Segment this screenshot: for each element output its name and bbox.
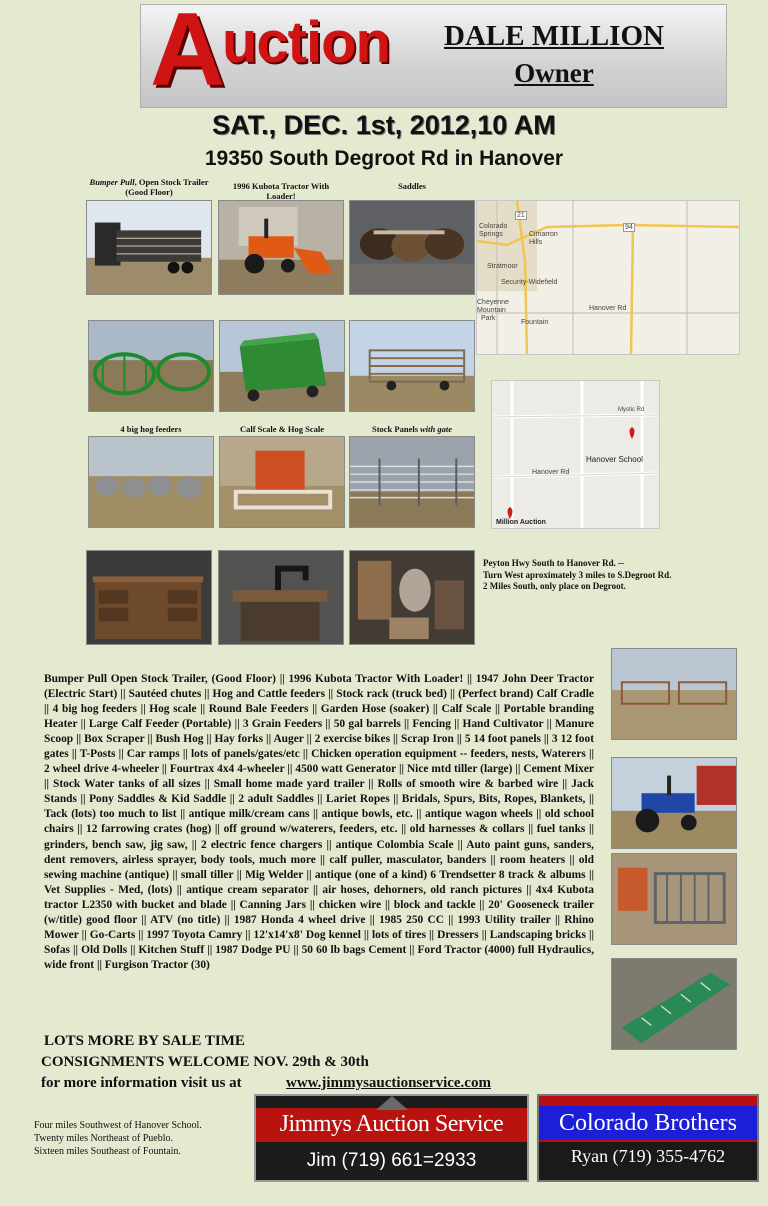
photo-calf-scale [219, 436, 345, 528]
consignments-notice: CONSIGNMENTS WELCOME NOV. 29th & 30th [41, 1054, 369, 1070]
gavel-roof-icon [376, 1096, 408, 1110]
caption-trailer [86, 178, 212, 198]
photo-sewing-machine [218, 550, 344, 645]
photo-calf-cradle [611, 853, 737, 945]
photo-stock-trailer [86, 200, 212, 295]
map-label-stratmoor: Stratmoor [487, 263, 518, 270]
more-lots-notice: LOTS MORE BY SALE TIME [44, 1033, 245, 1049]
directions-line-1: Peyton Hwy South to Hanover Rd. -- [483, 558, 625, 568]
photo-hog-feeders [88, 436, 214, 528]
sale-date-time: SAT., DEC. 1st, 2012,10 AM [212, 110, 556, 140]
caption-panels-text: Stock Panels [371, 424, 421, 434]
photo-kubota-tractor [218, 200, 344, 295]
caption-trailer-text: , Open Stock Trailer [134, 177, 209, 187]
location-line-1: Four miles Southwest of Hanover School. [34, 1120, 202, 1131]
owner-role: Owner [514, 58, 594, 88]
jimmys-phone: Jim (719) 661=2933 [306, 1150, 477, 1171]
photo-round-bale-feeders [88, 320, 214, 412]
map-label-mountain: Mountain [477, 307, 506, 314]
photo-antique-desk [86, 550, 212, 645]
map-label-cheyenne: Cheyenne [477, 299, 509, 306]
photo-green-feeder [611, 958, 737, 1050]
map-road-sign-21: 21 [517, 212, 525, 219]
website-link[interactable]: www.jimmysauctionservice.com [286, 1075, 491, 1091]
map-label-colorado: Colorado [479, 223, 508, 230]
photo-calf-feeder [219, 320, 345, 412]
info-text: for more information visit us at [41, 1075, 242, 1091]
auction-items-list: Bumper Pull Open Stock Trailer, (Good Floor) || 1996 Kubota Tractor With Loader! || 1947 John Deer Tractor (Electric Start) || Sautéed chutes || Hog and Cattle feeders || Stock rack (truck bed) || (Perfect brand) Calf Cradle || 4 big hog feeders || Hog scale || Round Bale Feeders || Garden Hose (soaker) || Calf Scale || Portable branding Heater || Large Calf Feeder (Portable) || 3 Grain Feeders || 50 gal barrels || Fencing || Hand Cultivator || Manure Scoop || Box Scraper || Bush Hog || Hay forks || Auger || 2 exercise bikes || Scrap Iron || 5 14 foot panels || 3 12 foot gates || T-Posts || Car ramps || lots of panels/gates/etc || Chicken operation equipment -- feeders, nests, Waterers || 2 wheel drive 4-wheeler || Fourtrax 4x4 4-wheeler || 4500 watt Generator || Nice mtd tiller (large) || Cement Mixer || Stock Water tanks of all sizes || Small home made yard trailer || Rolls of smooth wire & barbed wire || Jack Stands || Pony Saddles & Kid Saddle || 2 adult Saddles || Lariet Ropes || Bridals, Spurs, Bits, Ropes, Blankets, || Tack (lots) too much to list || antique milk/cream cans || antique bowls, etc. || antique wagon wheels || old school chairs || 12 farrowing crates (hog) || off ground w/waterers, feeders, etc. || old harnesses & collars || fuel tanks || grinders, bench saw, jig saw, || 2 electric fence chargers || antique Colombia Scale || Auto paint guns, sanders, dent removers, airless sprayer, body tools, much more || calf puller, masculator, banders || room heaters || old sewing machine (antique) || small tiller || Mig Welder || antique (one of a kind) 6 Trendsetter 8 track & albums || Vet Supplies - Med, (lots) || antique cream separator || air hoses, dehorners, old ranch pictures || 4x4 Kubota tractor L2350 with bucket and blade || Canning Jars || chicken wire || block and tackle || 20' Gooseneck trailer (w/title) good floor || ATV (no title) || 1987 Honda 4 wheel drive || 1985 250 CC || 1993 Utility trailer || Rhino Mower || Go-Carts || 1997 Toyota Camry || 12'x14'x8' Dog kennel || lots of tires || Dressers || Landscaping bricks || Sofas || Old Dolls || Kitchen Stuff || 1987 Dodge PU || 50 60 lb bags Cement || Ford Tractor (4000) full Hydraulics, wide front || Furgison Tractor (30) [44, 673, 594, 971]
caption-trailer-note: (Good Floor) [125, 186, 173, 197]
map2-label-hanover-school: Hanover School [586, 455, 643, 464]
map-label-park: Park [481, 315, 496, 322]
map2-label-mystic-rd: Mystic Rd [618, 407, 645, 413]
photo-stock-rack [349, 320, 475, 412]
photo-panels-gates [611, 648, 737, 740]
photo-ford-tractor [611, 757, 737, 849]
map-label-hills: Hills [529, 239, 543, 246]
caption-panels-italic: with gate [420, 424, 453, 434]
photo-antiques [349, 550, 475, 645]
map2-label-million-auction: Million Auction [496, 519, 546, 526]
map-label-springs: Springs [479, 231, 503, 238]
caption-saddles: Saddles [398, 181, 426, 191]
caption-calf-scale: Calf Scale & Hog Scale [239, 424, 325, 434]
map-road-sign-94: 94 [625, 224, 633, 231]
photo-stock-panels [349, 436, 475, 528]
colorado-business-name: Colorado Brothers [559, 1110, 737, 1136]
sale-address: 19350 South Degroot Rd in Hanover [204, 147, 564, 170]
location-line-3: Sixteen miles Southeast of Fountain. [34, 1146, 181, 1157]
map-label-cimarron: Cimarron [529, 231, 558, 238]
directions-line-3: 2 Miles South, only place on Degroot. [483, 581, 626, 592]
photo-saddles [349, 200, 475, 295]
map2-label-hanover-rd: Hanover Rd [532, 469, 570, 476]
location-map [491, 380, 660, 529]
auction-logo-text: uction [222, 10, 390, 75]
auction-logo-initial: A [150, 0, 226, 108]
map-label-hanover-rd: Hanover Rd [589, 305, 627, 312]
location-line-2: Twenty miles Northeast of Pueblo. [34, 1133, 173, 1144]
caption-stock-panels [349, 425, 475, 435]
caption-tractor: 1996 Kubota Tractor With Loader! [232, 181, 330, 201]
map-label-security-widefield: Security-Widefield [501, 279, 558, 286]
map-label-fountain: Fountain [521, 319, 549, 326]
area-map [476, 200, 740, 355]
caption-hog-feeders: 4 big hog feeders [120, 424, 182, 434]
directions-line-2: Turn West aproximately 3 miles to S.Degroot Rd. [483, 569, 672, 580]
area-map-roads [477, 201, 740, 355]
owner-name: DALE MILLION [444, 20, 664, 52]
jimmys-business-name: Jimmys Auction Service [279, 1111, 504, 1137]
caption-trailer-italic: Bumper Pull [89, 177, 135, 187]
driving-directions [483, 558, 743, 593]
colorado-phone: Ryan (719) 355-4762 [570, 1146, 726, 1166]
